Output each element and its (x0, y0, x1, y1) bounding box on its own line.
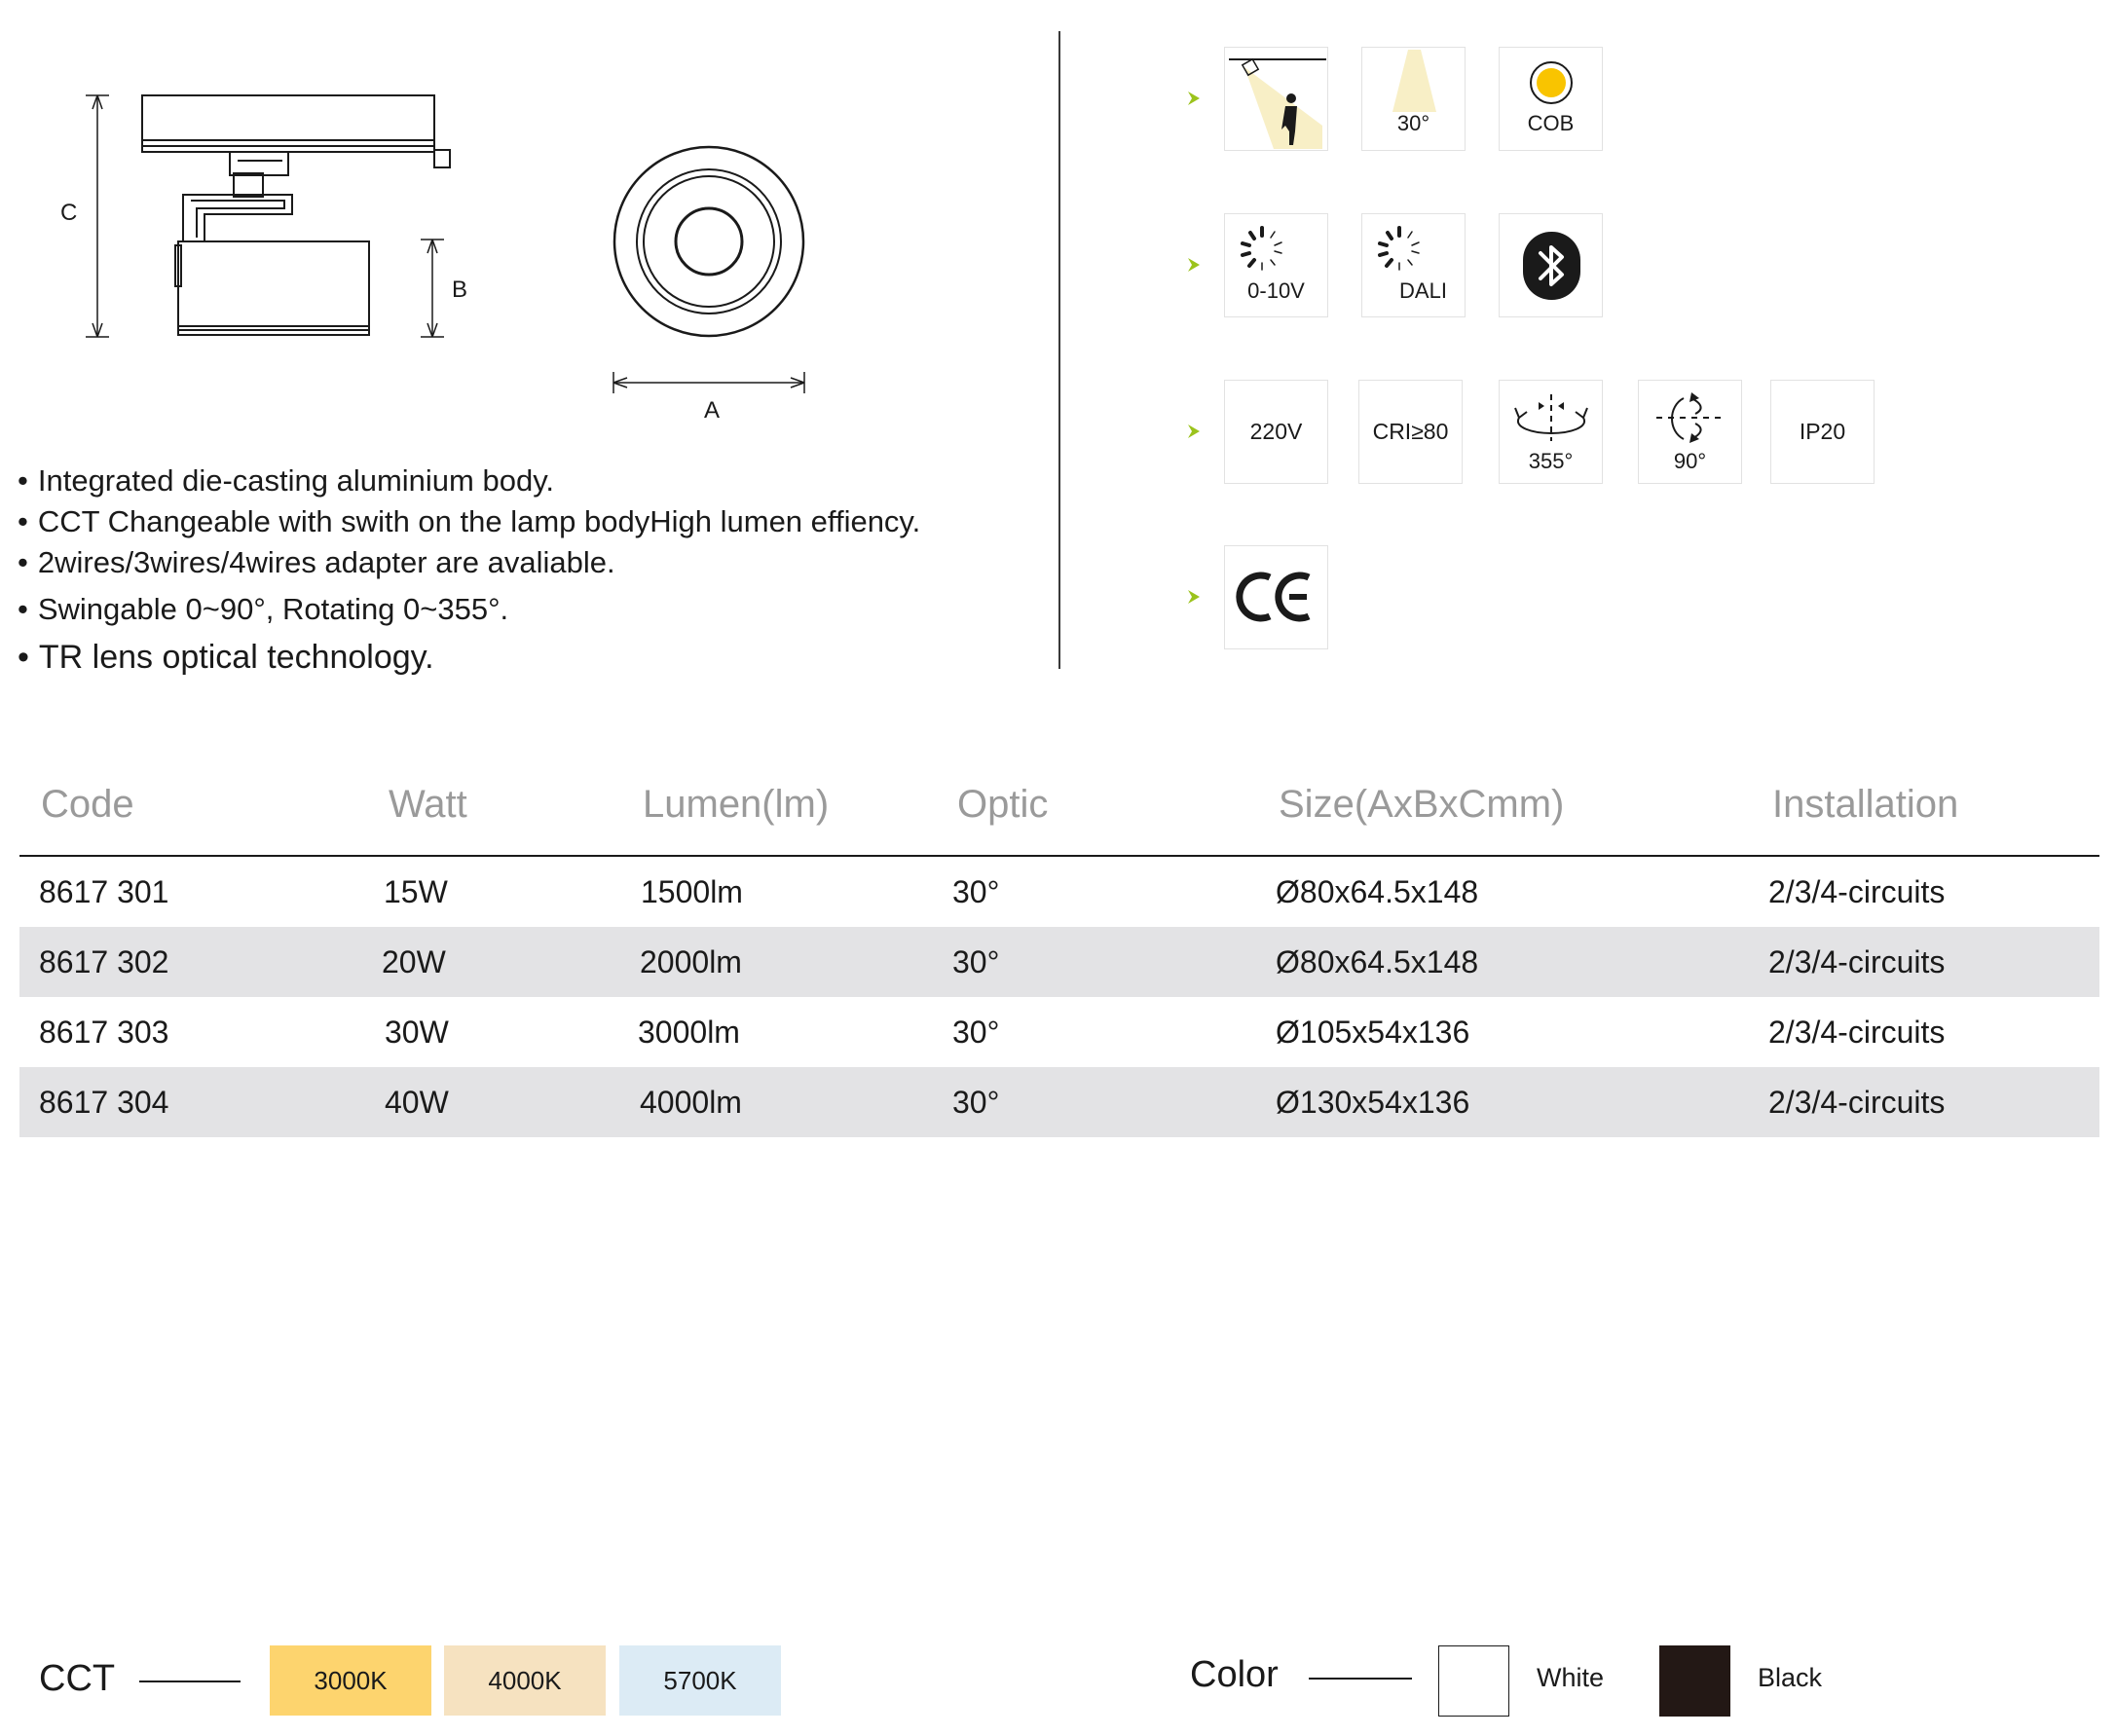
spotlight-person-badge (1224, 47, 1328, 151)
column-header-size: Size(AxBxCmm) (1279, 783, 1565, 826)
color-swatch-black (1659, 1645, 1730, 1717)
spec-table (19, 769, 2099, 1137)
cob-badge (1499, 47, 1603, 151)
cell-lumen: 4000lm (640, 1085, 742, 1120)
cell-optic: 30° (952, 944, 1000, 979)
cell-optic: 30° (952, 874, 1000, 909)
table-row (19, 1067, 2099, 1137)
cell-code: 8617 302 (39, 944, 169, 979)
cell-size: Ø105x54x136 (1276, 1015, 1470, 1050)
dimension-label-b: B (452, 277, 468, 303)
tilt-badge (1638, 380, 1742, 484)
cell-watt: 30W (385, 1015, 449, 1050)
color-name-white: White (1537, 1663, 1605, 1692)
cob-label: COB (1527, 111, 1575, 135)
row-arrow-icon (1187, 589, 1201, 605)
feature-item: • 2wires/3wires/4wires adapter are avaliable. (18, 542, 1050, 583)
cell-size: Ø80x64.5x148 (1276, 874, 1479, 909)
cell-lumen: 2000lm (640, 944, 742, 979)
cell-size: Ø80x64.5x148 (1276, 944, 1479, 979)
voltage-label: 220V (1249, 419, 1303, 444)
table-row (19, 997, 2099, 1067)
row-arrow-icon (1187, 424, 1201, 439)
ip-rating-badge (1770, 380, 1875, 484)
spotlight-person-icon (1225, 48, 1329, 152)
cell-installation: 2/3/4-circuits (1768, 1015, 1946, 1050)
color-legend-line (1309, 1678, 1412, 1680)
rotation-label: 355° (1528, 449, 1574, 473)
cell-code: 8617 303 (39, 1015, 169, 1050)
product-dimension-drawing (0, 0, 974, 458)
cell-lumen: 3000lm (638, 1015, 740, 1050)
dimension-label-a: A (704, 397, 721, 424)
cri-badge (1358, 380, 1463, 484)
cct-swatch-5700k (619, 1645, 781, 1716)
dimming-010v-badge (1224, 213, 1328, 317)
feature-item: • Swingable 0~90°, Rotating 0~355°. (18, 589, 1050, 630)
cct-legend-title: CCT (39, 1658, 116, 1699)
dimension-label-c: C (60, 200, 78, 226)
cell-code: 8617 301 (39, 874, 169, 909)
beam-angle-label: 30° (1396, 111, 1430, 135)
cct-swatch-label: 5700K (663, 1665, 737, 1695)
cell-optic: 30° (952, 1015, 1000, 1050)
ip-rating-label: IP20 (1799, 419, 1846, 444)
table-row (19, 857, 2099, 927)
feature-item: • Integrated die-casting aluminium body. (18, 461, 1050, 501)
bluetooth-icon (1500, 214, 1604, 318)
column-header-code: Code (41, 783, 134, 826)
beam-angle-badge (1361, 47, 1466, 151)
cct-swatch-3000k (270, 1645, 431, 1716)
table-row (19, 927, 2099, 997)
feature-item: • TR lens optical technology. (18, 637, 1050, 678)
dimming-dali-label: DALI (1399, 278, 1447, 303)
column-header-lumen: Lumen(lm) (643, 783, 830, 826)
feature-list (18, 461, 1050, 678)
cell-lumen: 1500lm (641, 874, 743, 909)
voltage-badge (1224, 380, 1328, 484)
rotation-badge (1499, 380, 1603, 484)
tilt-label: 90° (1673, 449, 1707, 473)
column-header-watt: Watt (389, 783, 467, 826)
technical-drawing (0, 0, 974, 458)
cell-code: 8617 304 (39, 1085, 169, 1120)
cell-installation: 2/3/4-circuits (1768, 1085, 1946, 1120)
column-header-optic: Optic (957, 783, 1049, 826)
cct-swatch-label: 3000K (314, 1665, 388, 1695)
ce-mark-icon (1225, 546, 1329, 650)
feature-item: • CCT Changeable with swith on the lamp bodyHigh lumen effiency. (18, 501, 1050, 542)
cell-installation: 2/3/4-circuits (1768, 944, 1946, 979)
cri-label: CRI≥80 (1372, 419, 1449, 444)
cell-optic: 30° (952, 1085, 1000, 1120)
vertical-divider (1058, 31, 1060, 669)
cell-watt: 20W (382, 944, 446, 979)
cell-size: Ø130x54x136 (1276, 1085, 1470, 1120)
row-arrow-icon (1187, 257, 1201, 273)
bluetooth-badge (1499, 213, 1603, 317)
table-header (19, 769, 2099, 857)
row-arrow-icon (1187, 91, 1201, 106)
dimming-dali-badge (1361, 213, 1466, 317)
cct-swatch-label: 4000K (488, 1665, 562, 1695)
cell-installation: 2/3/4-circuits (1768, 874, 1946, 909)
dimming-010v-label: 0-10V (1247, 278, 1305, 303)
cct-swatch-4000k (444, 1645, 606, 1716)
color-swatch-white (1438, 1645, 1509, 1717)
ce-badge (1224, 545, 1328, 649)
column-header-installation: Installation (1772, 783, 1959, 826)
color-legend-title: Color (1190, 1654, 1279, 1695)
color-name-black: Black (1758, 1663, 1823, 1692)
cct-legend-line (139, 1681, 241, 1682)
cell-watt: 15W (384, 874, 448, 909)
cell-watt: 40W (385, 1085, 449, 1120)
